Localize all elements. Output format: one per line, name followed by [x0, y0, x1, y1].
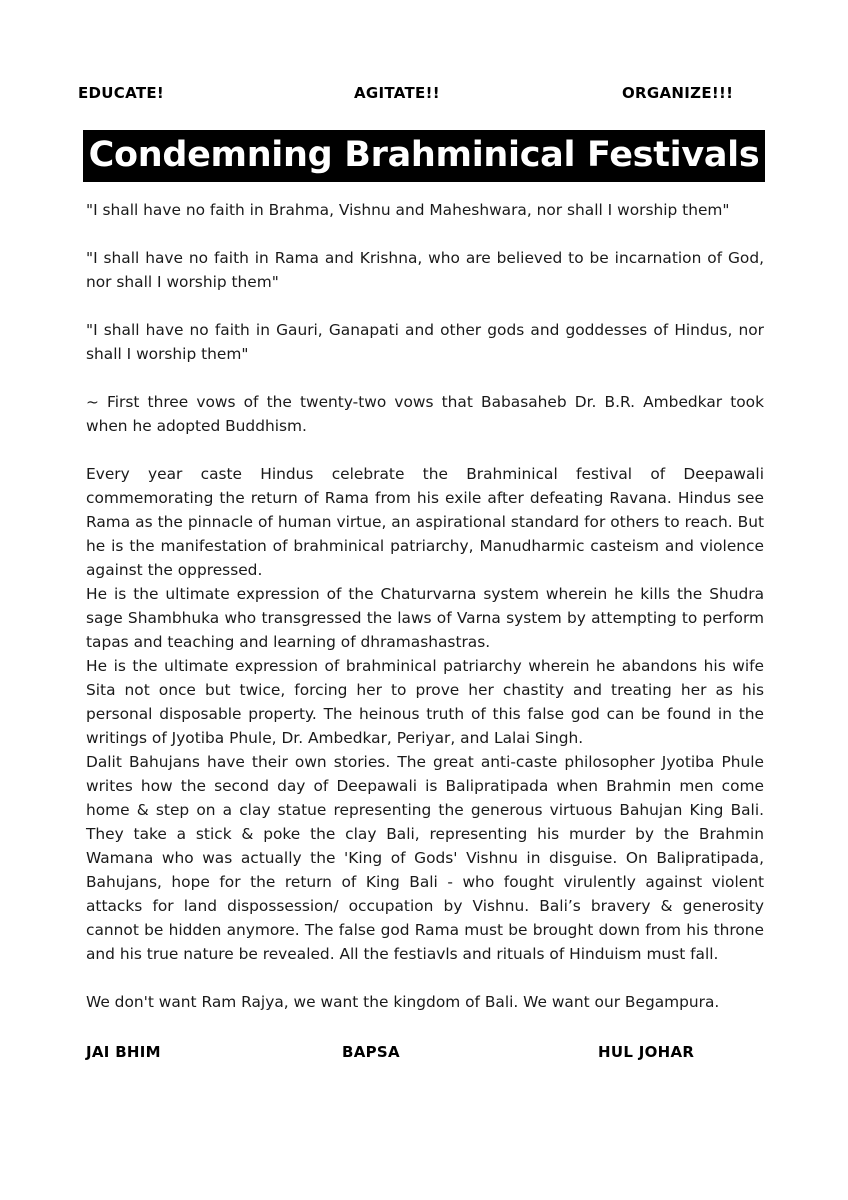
paragraph-chaturvarna: He is the ultimate expression of the Chaturvarna system wherein he kills the Shudra sage Shambhuka who transgressed the laws of Varna system by attempting to perform tapas and teaching and learning of dhramashastras.	[86, 585, 764, 651]
slogan-educate: EDUCATE!	[78, 84, 165, 102]
paragraph-patriarchy: He is the ultimate expression of brahminical patriarchy wherein he abandons his wife Sita not once but twice, forcing her to prove her chastity and treating her as his personal disposable property. The heinous truth of this false god can be found in the writings of Jyotiba Phule, Dr. Ambedkar, Periyar, and Lalai Singh.	[86, 657, 764, 747]
vows-attribution: ~ First three vows of the twenty-two vows that Babasaheb Dr. B.R. Ambedkar took when he adopted Buddhism.	[86, 393, 764, 435]
slogan-agitate: AGITATE!!	[354, 84, 440, 102]
vow-2: "I shall have no faith in Rama and Krishna, who are believed to be incarnation of God, nor shall I worship them"	[86, 249, 764, 291]
paragraph-deepawali: Every year caste Hindus celebrate the Brahminical festival of Deepawali commemorating the return of Rama from his exile after defeating Ravana. Hindus see Rama as the pinnacle of human virtue, an aspirational standard for others to reach. But he is the manifestation of brahminical patriarchy, Manudharmic casteism and violence against the oppressed.	[86, 465, 764, 579]
closing-line: We don't want Ram Rajya, we want the kingdom of Bali. We want our Begampura.	[86, 993, 720, 1011]
footer-slogans	[0, 1043, 848, 1067]
slogan-hul-johar: HUL JOHAR	[598, 1043, 695, 1061]
slogan-organize: ORGANIZE!!!	[622, 84, 734, 102]
page-title: Condemning Brahminical Festivals	[83, 130, 766, 182]
title-container	[0, 130, 848, 182]
document-body	[86, 198, 764, 1014]
vow-3: "I shall have no faith in Gauri, Ganapati and other gods and goddesses of Hindus, nor shall I worship them"	[86, 321, 764, 363]
slogan-bapsa: BAPSA	[342, 1043, 400, 1061]
paragraph-bali: Dalit Bahujans have their own stories. The great anti-caste philosopher Jyotiba Phule writes how the second day of Deepawali is Balipratipada when Brahmin men come home & step on a clay statue representing the generous virtuous Bahujan King Bali. They take a stick & poke the clay Bali, representing his murder by the Brahmin Wamana who was actually the 'King of Gods' Vishnu in disguise. On Balipratipada, Bahujans, hope for the return of King Bali - who fought virulently against violent attacks for land dispossession/ occupation by Vishnu. Bali’s bravery & generosity cannot be hidden anymore. The false god Rama must be brought down from his throne and his true nature be revealed. All the festiavls and rituals of Hinduism must fall.	[86, 753, 764, 963]
header-slogans	[0, 84, 848, 108]
vow-1: "I shall have no faith in Brahma, Vishnu and Maheshwara, nor shall I worship them"	[86, 201, 730, 219]
slogan-jai-bhim: JAI BHIM	[86, 1043, 161, 1061]
